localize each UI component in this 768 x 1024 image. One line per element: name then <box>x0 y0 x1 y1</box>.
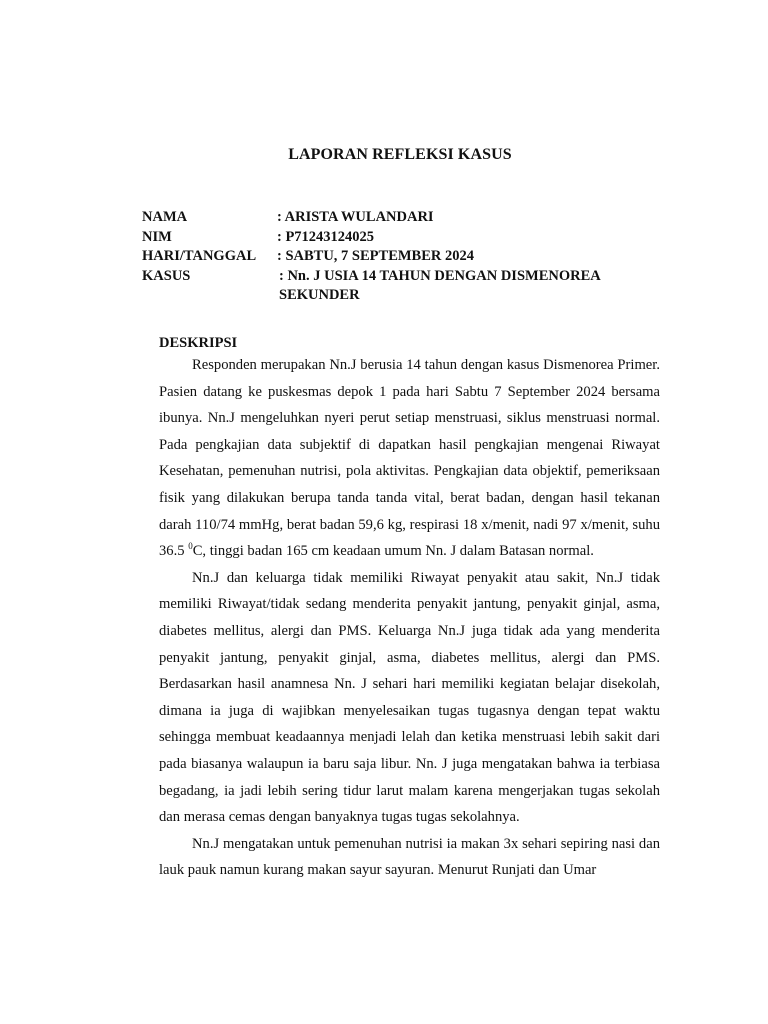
paragraph-1-text-end: C, tinggi badan 165 cm keadaan umum Nn. J dalam Batasan normal. <box>192 543 594 560</box>
identity-row-nama <box>142 208 639 228</box>
section-heading: DESKRIPSI <box>159 335 238 351</box>
identity-label: NIM <box>142 228 172 245</box>
paragraph-3: Nn.J mengatakan untuk pemenuhan nutrisi ia makan 3x sehari sepiring nasi dan lauk pauk namun kurang makan sayur sayuran. Menurut Runjati dan Umar <box>159 835 660 879</box>
identity-value: : Nn. J USIA 14 TAHUN DENGAN DISMENOREA SEKUNDER <box>279 267 600 303</box>
identity-label: NAMA <box>142 209 188 225</box>
paragraph-1 <box>159 352 660 565</box>
identity-value: : ARISTA WULANDARI <box>277 209 434 225</box>
paragraph-1-text: Responden merupakan Nn.J berusia 14 tahun dengan kasus Dismenorea Primer. Pasien datang ke puskesmas depok 1 pada hari Sabtu 7 September 2024 bersama ibunya. Nn.J mengeluhkan nyeri perut setiap menstruasi, siklus menstruasi normal. Pada pengkajian data subjektif di dapatkan hasil pengkajian mengenai Riwayat Kesehatan, pemenuhan nutrisi, pola aktivitas. Pengkajian data objektif, pemeriksaan fisik yang dilakukan berupa tanda tanda vital, berat badan, dengan hasil tekanan darah 110/74 mmHg, berat badan 59,6 kg, respirasi 18 x/menit, nadi 97 x/menit, suhu 36.5 <box>159 357 660 560</box>
identity-row-kasus <box>142 267 639 306</box>
description-section <box>159 334 660 884</box>
identity-row-nim <box>142 228 639 248</box>
document-title: LAPORAN REFLEKSI KASUS <box>288 146 512 163</box>
degree-superscript: 0 <box>188 541 193 552</box>
identity-value: : SABTU, 7 SEPTEMBER 2024 <box>277 248 474 264</box>
identity-value: : P71243124025 <box>277 228 375 245</box>
identity-label: KASUS <box>142 267 191 284</box>
identity-block <box>142 208 639 306</box>
identity-row-hari-tanggal <box>142 247 639 267</box>
identity-label: HARI/TANGGAL <box>142 248 257 264</box>
paragraph-2: Nn.J dan keluarga tidak memiliki Riwayat penyakit atau sakit, Nn.J tidak memiliki Riwayat/tidak sedang menderita penyakit jantung, penyakit ginjal, asma, diabetes mellitus, alergi dan PMS. Keluarga Nn.J juga tidak ada yang menderita penyakit jantung, penyakit ginjal, asma, diabetes mellitus, alergi dan PMS. Berdasarkan hasil anamnesa Nn. J sehari hari memiliki kegiatan belajar disekolah, dimana ia juga di wajibkan menyelesaikan tugas tugasnya dengan tepat waktu sehingga membuat keadaannya menjadi lelah dan ketika menstruasi lebih sakit dari pada biasanya walaupun ia baru saja libur. Nn. J juga mengatakan bahwa ia terbiasa begadang, ia jadi lebih sering tidur larut malam karena mengerjakan tugas sekolah dan merasa cemas dengan banyaknya tugas tugas sekolahnya. <box>159 569 660 826</box>
